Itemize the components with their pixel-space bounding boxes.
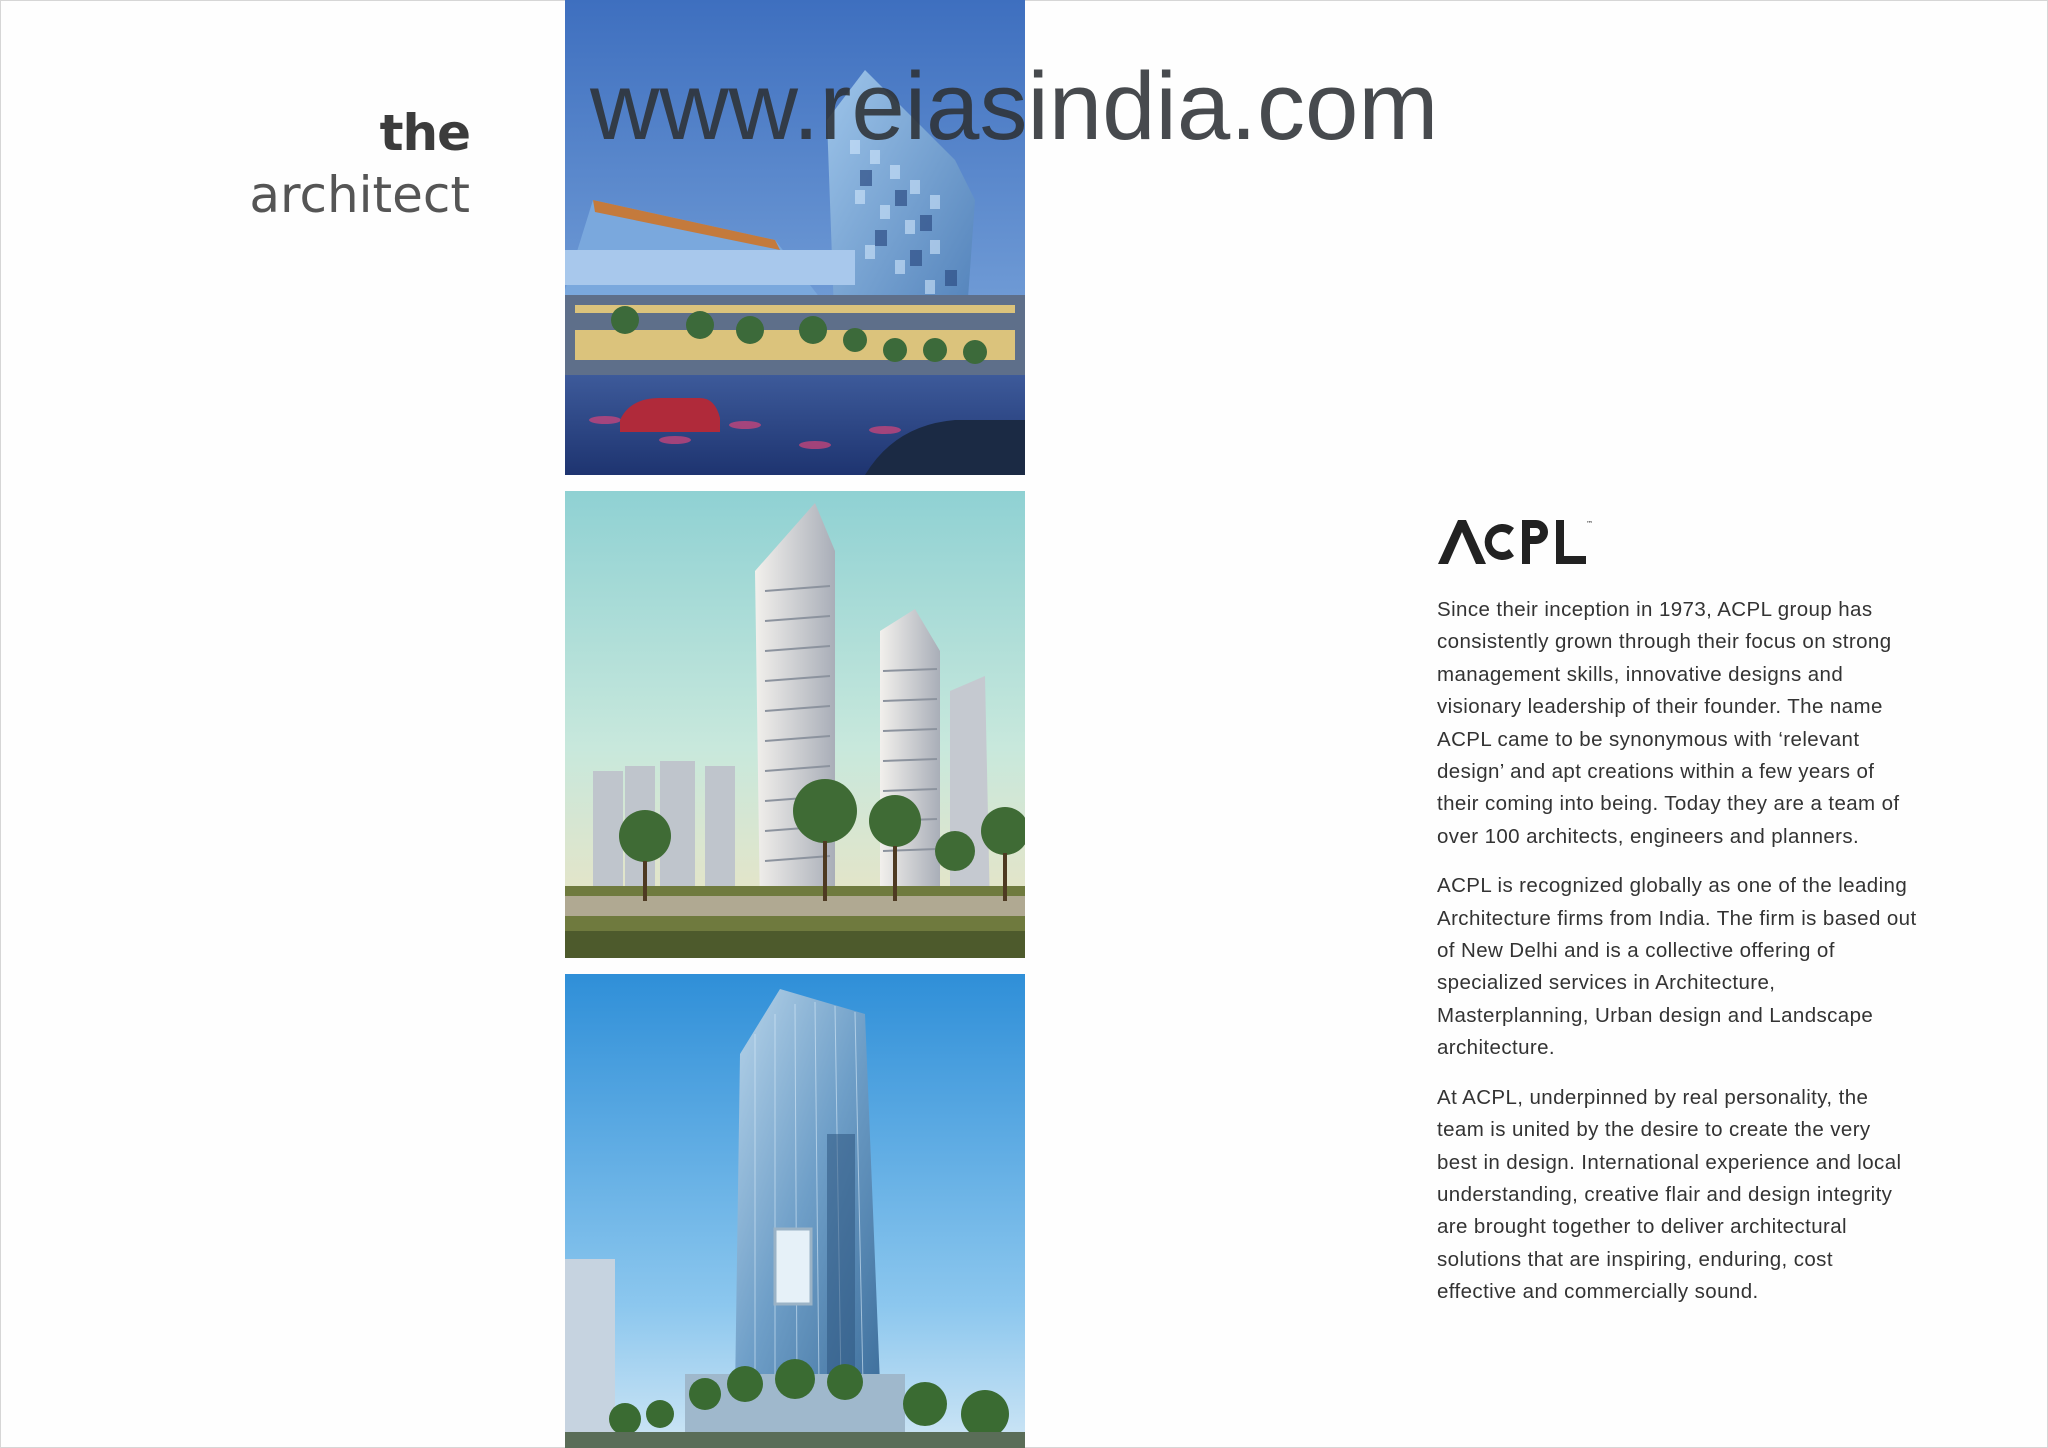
paragraph: ACPL is recognized globally as one of the leading Architecture firms from India. The firm is based out of New Delhi and is a collective offering of specialized services in Architecture, Masterplanning, Urban design and Landscape architecture.: [1437, 874, 1917, 1060]
paragraph: Since their inception in 1973, ACPL group has consistently grown through their focus on strong management skills, innovative designs and visionary leadership of their founder. The name ACPL came to be synonymous with ‘relevant design’ and apt creations within a few years of their coming into being. Today they are a team of over 100 architects, engineers and planners.: [1437, 598, 1900, 848]
residential-towers-photo: [565, 491, 1025, 958]
watermark: www.reiasindia.com: [590, 53, 1439, 160]
title-line-the: the: [379, 104, 470, 162]
glass-office-tower-photo: [565, 974, 1025, 1448]
firm-description: [1437, 594, 1917, 1326]
title-line-architect: architect: [249, 166, 470, 224]
paragraph: At ACPL, underpinned by real personality, the team is united by the desire to create the very best in design. International experience and local understanding, creative flair and design integrity are brought together to deliver architectural solutions that are inspiring, enduring, cost effective and commercially sound.: [1437, 1085, 1902, 1304]
svg-text:™: ™: [1586, 520, 1593, 528]
page-title: [249, 104, 470, 224]
acpl-logo: [1436, 516, 1596, 568]
